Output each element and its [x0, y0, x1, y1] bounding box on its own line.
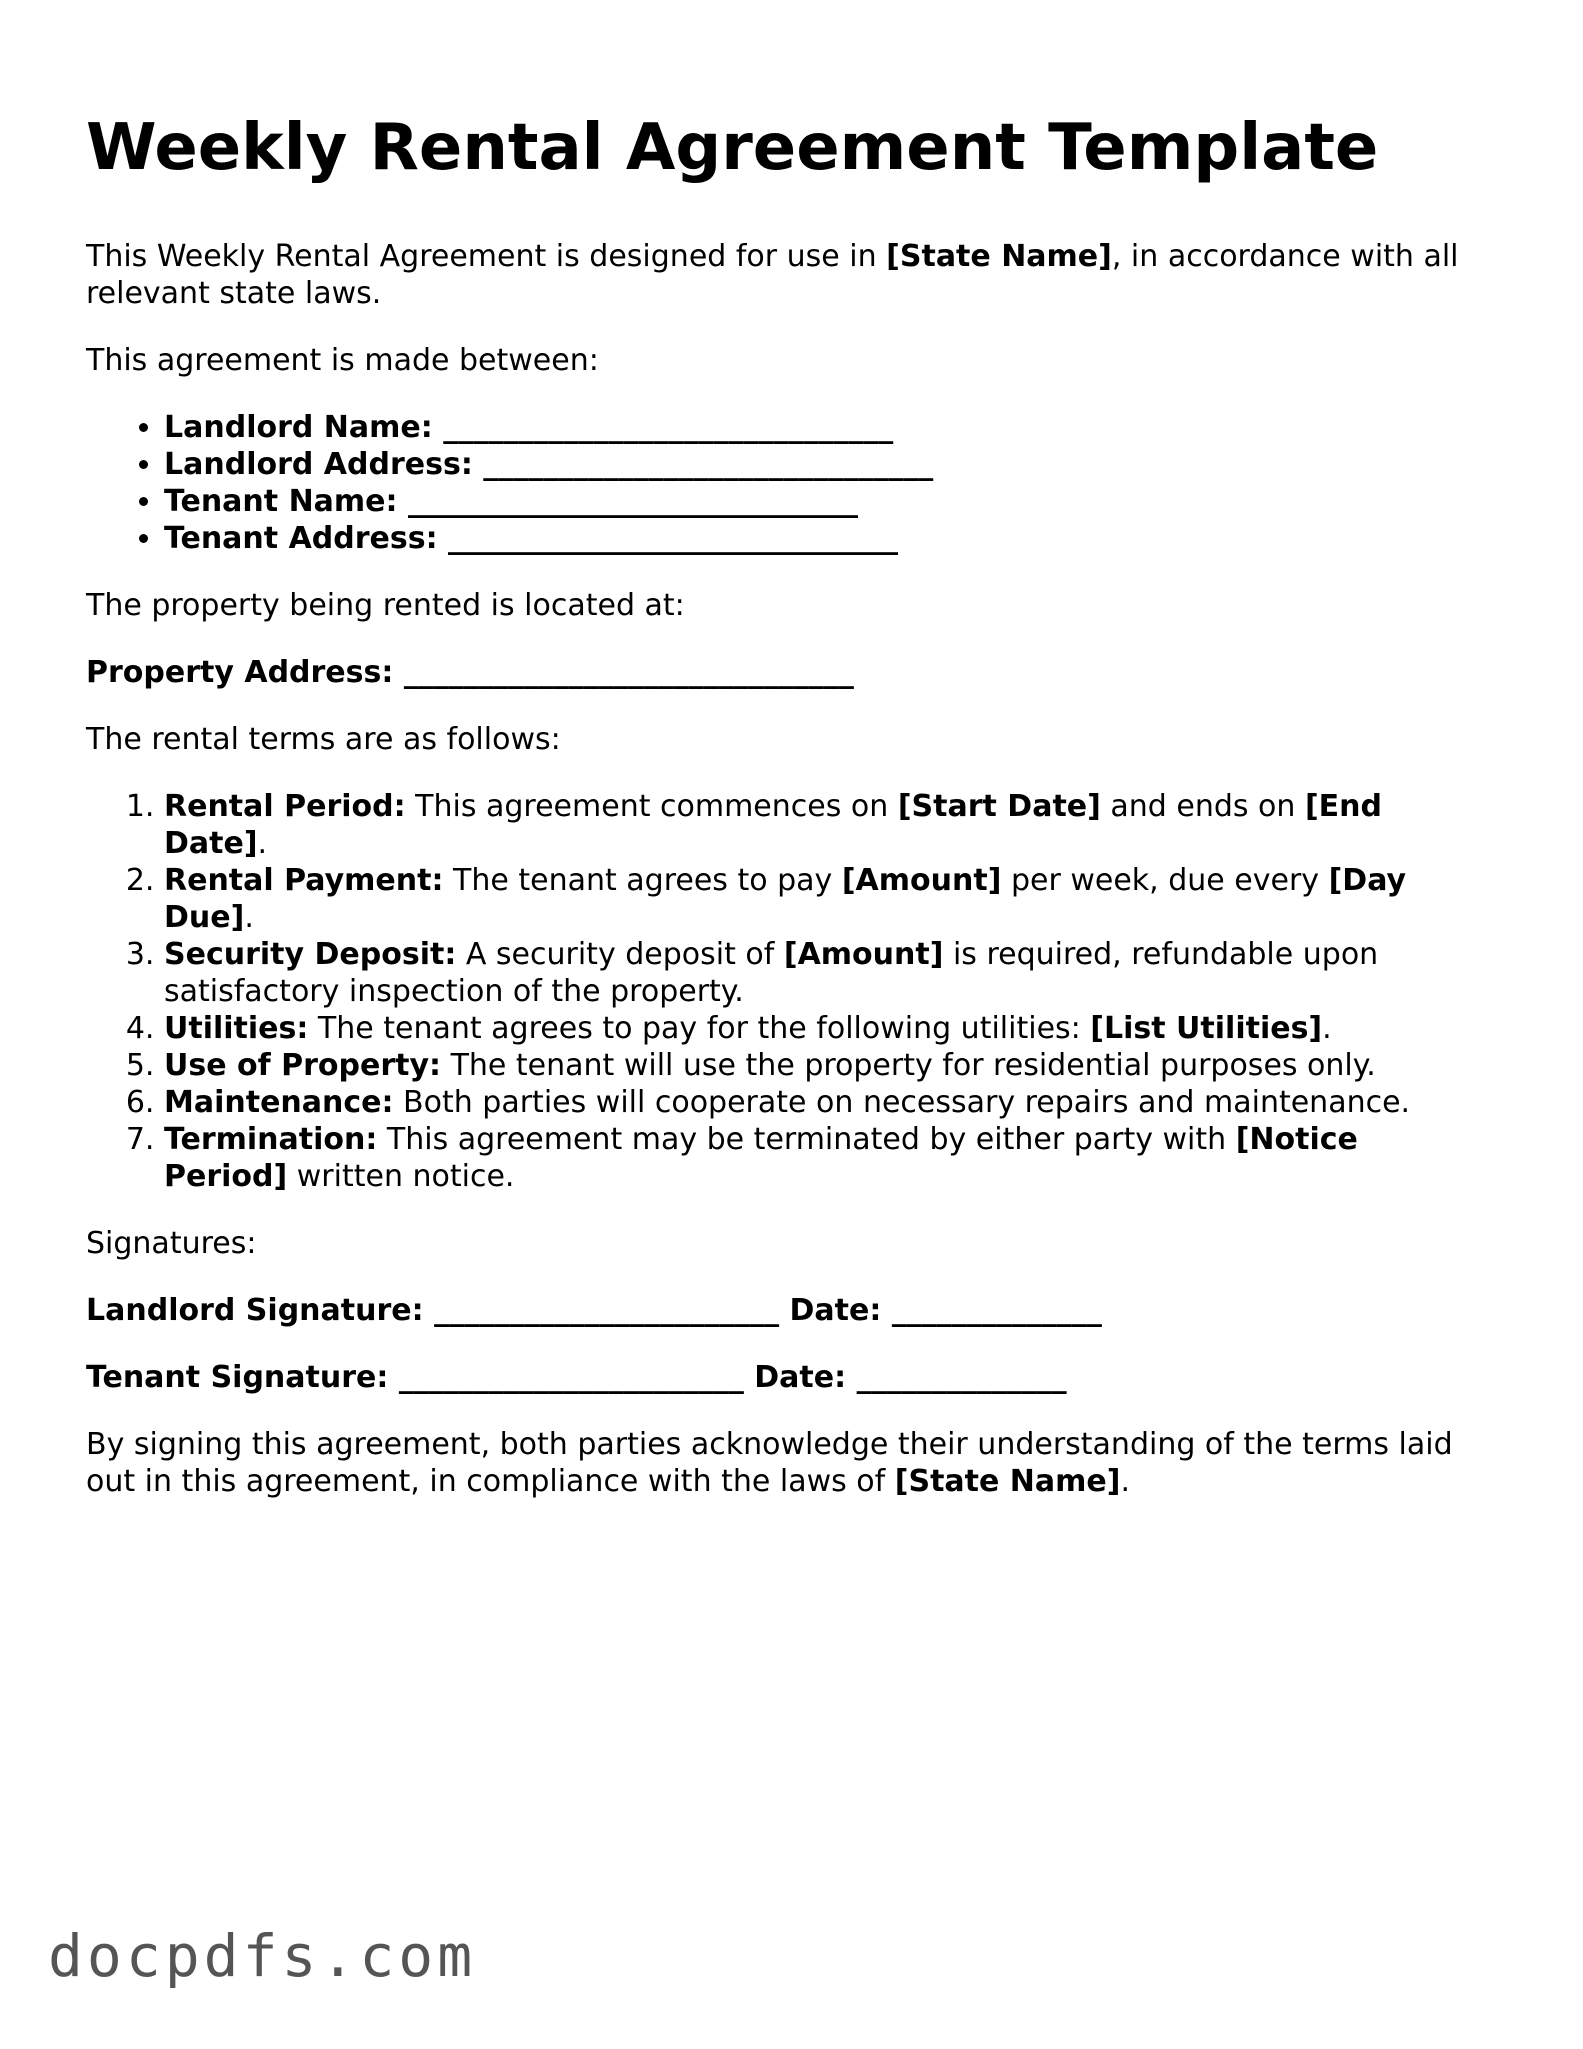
party-label: Tenant Address:	[164, 521, 438, 556]
term-placeholder: [Day Due]	[164, 863, 1407, 935]
closing-paragraph	[86, 1426, 1486, 1500]
term-placeholder: [Amount]	[841, 863, 1002, 898]
term-label: Utilities:	[164, 1011, 309, 1046]
signatures-label: Signatures:	[86, 1226, 257, 1261]
landlord-signature-line	[86, 1292, 1486, 1329]
term-text: .	[244, 900, 254, 935]
term-text: Both parties will cooperate on necessary repairs and maintenance.	[393, 1085, 1411, 1120]
party-label: Landlord Address:	[164, 447, 473, 482]
property-address-line	[86, 654, 1486, 691]
term-text: This agreement may be terminated by either party with	[377, 1122, 1236, 1157]
tenant-date-label: Date:	[754, 1360, 847, 1395]
term-text: The tenant agrees to pay	[443, 863, 842, 898]
landlord-date-blank: ______________	[891, 1293, 1102, 1328]
term-placeholder: [List Utilities]	[1090, 1011, 1323, 1046]
intro-prefix: This Weekly Rental Agreement is designed for use in	[86, 239, 887, 274]
party-blank: ______________________________	[483, 447, 934, 482]
landlord-signature-blank: _______________________	[434, 1293, 780, 1328]
list-item	[164, 1084, 1486, 1121]
closing-suffix: .	[1120, 1464, 1131, 1499]
term-label: Maintenance:	[164, 1085, 394, 1120]
term-text: written notice.	[287, 1159, 515, 1194]
intro-suffix: , in accordance with all relevant state laws.	[86, 239, 1459, 311]
term-placeholder: [End Date]	[164, 789, 1382, 861]
term-text: and ends on	[1100, 789, 1305, 824]
list-item	[164, 788, 1486, 862]
party-label: Landlord Name:	[164, 410, 433, 445]
term-placeholder: [Amount]	[783, 937, 944, 972]
tenant-signature-label: Tenant Signature:	[86, 1360, 389, 1395]
term-label: Security Deposit:	[164, 937, 457, 972]
term-text: The tenant agrees to pay for the following utilities:	[308, 1011, 1091, 1046]
property-address-blank: ______________________________	[403, 655, 854, 690]
term-placeholder: [Start Date]	[897, 789, 1101, 824]
intro-paragraph	[86, 238, 1486, 312]
parties-list	[86, 409, 1486, 557]
document-page	[86, 108, 1486, 1500]
list-item	[164, 862, 1486, 936]
term-label: Use of Property:	[164, 1048, 442, 1083]
tenant-signature-line	[86, 1359, 1486, 1396]
term-placeholder: [Notice Period]	[164, 1122, 1358, 1194]
term-label: Rental Period:	[164, 789, 406, 824]
made-between-text: This agreement is made between:	[86, 343, 599, 378]
tenant-date-blank: ______________	[856, 1360, 1067, 1395]
list-item	[164, 520, 1486, 557]
landlord-signature-label: Landlord Signature:	[86, 1293, 424, 1328]
term-text: This agreement commences on	[405, 789, 898, 824]
list-item	[164, 1047, 1486, 1084]
party-blank: ______________________________	[443, 410, 894, 445]
landlord-date-label: Date:	[789, 1293, 882, 1328]
list-item	[164, 483, 1486, 520]
page-title: Weekly Rental Agreement Template	[86, 111, 1379, 185]
term-text: .	[1322, 1011, 1332, 1046]
term-text: .	[257, 826, 268, 861]
term-label: Termination:	[164, 1122, 378, 1157]
closing-state-placeholder: [State Name]	[894, 1464, 1121, 1499]
tenant-signature-blank: _______________________	[398, 1360, 744, 1395]
list-item	[164, 1121, 1486, 1195]
term-text: A security deposit of	[456, 937, 784, 972]
intro-state-placeholder: [State Name]	[886, 239, 1112, 274]
term-text: The tenant will use the property for residential purposes only.	[441, 1048, 1376, 1083]
term-label: Rental Payment:	[164, 863, 444, 898]
list-item	[164, 936, 1486, 1010]
watermark-text: docpdfs.com	[48, 1922, 477, 1990]
closing-prefix: By signing this agreement, both parties acknowledge their understanding of the terms laid out in this agreement, in compliance with the laws of	[86, 1427, 1453, 1499]
term-text: is required, refundable upon satisfactory inspection of the property.	[164, 937, 1379, 1009]
terms-list	[86, 788, 1486, 1195]
term-text: per week, due every	[1001, 863, 1329, 898]
list-item	[164, 1010, 1486, 1047]
party-blank: ______________________________	[448, 521, 899, 556]
list-item	[164, 409, 1486, 446]
terms-intro-text: The rental terms are as follows:	[86, 722, 561, 757]
property-located-text: The property being rented is located at:	[86, 588, 685, 623]
list-item	[164, 446, 1486, 483]
property-address-label: Property Address:	[86, 655, 394, 690]
party-blank: ______________________________	[407, 484, 858, 519]
party-label: Tenant Name:	[164, 484, 398, 519]
